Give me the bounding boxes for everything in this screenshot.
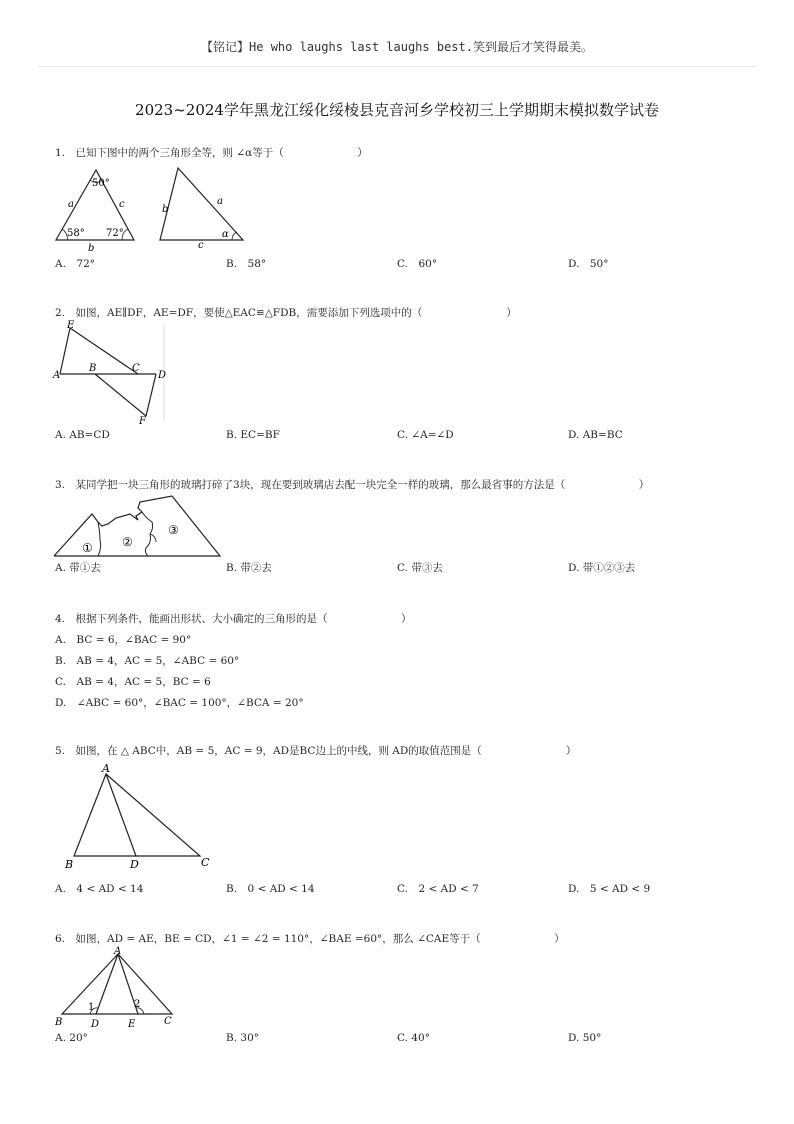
q2-label-d: D bbox=[158, 370, 167, 381]
q6-option-d[interactable]: D. 50° bbox=[568, 1032, 602, 1044]
q1-option-c[interactable]: C. 60° bbox=[397, 258, 438, 270]
question-6-stem: 6. 如图，AD = AE，BE = CD，∠1 = ∠2 = 110°，∠BAE =60°，那么 ∠CAE等于（ ） bbox=[55, 933, 565, 945]
glass-piece-2: ② bbox=[122, 535, 133, 549]
q2-option-a[interactable]: A. AB=CD bbox=[55, 429, 110, 441]
q2-label-f: F bbox=[139, 416, 146, 427]
q2-label-a: A bbox=[53, 370, 61, 381]
q3-option-b[interactable]: B. 带②去 bbox=[226, 562, 272, 574]
q2-label-e: E bbox=[67, 320, 75, 331]
q3-option-a[interactable]: A. 带①去 bbox=[55, 562, 101, 574]
question-5-stem: 5. 如图，在 △ ABC中，AB = 5，AC = 9，AD是BC边上的中线，则 AD的取值范围是（ ） bbox=[55, 745, 577, 757]
q5-option-d[interactable]: D. 5 < AD < 9 bbox=[568, 883, 651, 895]
q6-angle-2: 2 bbox=[134, 999, 141, 1010]
q5-label-d: D bbox=[130, 858, 139, 871]
q5-option-c[interactable]: C. 2 < AD < 7 bbox=[397, 883, 479, 895]
question-1-figure bbox=[50, 162, 250, 254]
fig1-side-c: c bbox=[119, 199, 125, 210]
q1-option-b[interactable]: B. 58° bbox=[226, 258, 267, 270]
q2-option-b[interactable]: B. EC=BF bbox=[226, 429, 280, 441]
header-divider bbox=[38, 66, 756, 67]
question-1-stem: 1. 已知下图中的两个三角形全等，则 ∠α等于（ ） bbox=[55, 147, 368, 159]
q2-label-b: B bbox=[89, 363, 97, 374]
fig1-top-angle: 50° bbox=[92, 178, 110, 189]
q5-option-b[interactable]: B. 0 < AD < 14 bbox=[226, 883, 315, 895]
fig1-right-angle: 72° bbox=[106, 228, 124, 239]
question-4-stem: 4. 根据下列条件，能画出形状、大小确定的三角形的是（ ） bbox=[55, 613, 412, 625]
q1-option-d[interactable]: D. 50° bbox=[568, 258, 609, 270]
question-3-figure bbox=[50, 492, 230, 562]
q6-label-a: A bbox=[114, 946, 122, 957]
question-2-stem: 2. 如图，AE∥DF，AE=DF，要使△EAC≌△FDB，需要添加下列选项中的（ ） bbox=[55, 307, 517, 319]
q5-label-a: A bbox=[102, 762, 110, 775]
motto-line: 【铭记】He who laughs last laughs best.笑到最后才笑得最美。 bbox=[201, 40, 593, 54]
q5-label-c: C bbox=[201, 856, 210, 869]
q3-option-d[interactable]: D. 带①②③去 bbox=[568, 562, 636, 574]
q2-option-c[interactable]: C. ∠A=∠D bbox=[397, 429, 454, 441]
q6-option-a[interactable]: A. 20° bbox=[55, 1032, 88, 1044]
q2-option-d[interactable]: D. AB=BC bbox=[568, 429, 623, 441]
question-3-stem: 3. 某同学把一块三角形的玻璃打碎了3块，现在要到玻璃店去配一块完全一样的玻璃，那么最省事的方法是（ ） bbox=[55, 479, 650, 491]
q2-label-c: C bbox=[132, 363, 140, 374]
glass-piece-1: ① bbox=[82, 541, 93, 555]
q4-option-d[interactable]: D. ∠ABC = 60°，∠BAC = 100°，∠BCA = 20° bbox=[55, 697, 304, 709]
fig2-side-b: b bbox=[162, 204, 169, 215]
q6-label-e: E bbox=[128, 1019, 136, 1030]
fig2-side-a: a bbox=[217, 196, 223, 207]
fig2-side-c: c bbox=[198, 240, 204, 251]
q5-option-a[interactable]: A. 4 < AD < 14 bbox=[55, 883, 144, 895]
fig2-alpha: α bbox=[222, 229, 229, 240]
q4-option-b[interactable]: B. AB = 4，AC = 5，∠ABC = 60° bbox=[55, 655, 240, 667]
q6-angle-1: 1 bbox=[88, 1002, 95, 1013]
fig1-side-b: b bbox=[88, 243, 95, 254]
q4-option-a[interactable]: A. BC = 6，∠BAC = 90° bbox=[55, 634, 192, 646]
glass-piece-3: ③ bbox=[168, 523, 179, 537]
question-2-figure bbox=[50, 318, 180, 428]
q6-label-c: C bbox=[164, 1016, 172, 1027]
q6-option-b[interactable]: B. 30° bbox=[226, 1032, 260, 1044]
q4-option-c[interactable]: C. AB = 4，AC = 5，BC = 6 bbox=[55, 676, 211, 688]
q6-label-d: D bbox=[91, 1019, 100, 1030]
q1-option-a[interactable]: A. 72° bbox=[55, 258, 96, 270]
fig1-side-a: a bbox=[68, 199, 74, 210]
q3-option-c[interactable]: C. 带③去 bbox=[397, 562, 443, 574]
question-6-figure bbox=[50, 944, 190, 1032]
fig1-left-angle: 58° bbox=[67, 228, 85, 239]
page-title: 2023~2024学年黑龙江绥化绥棱县克音河乡学校初三上学期期末模拟数学试卷 bbox=[135, 101, 659, 119]
q6-label-b: B bbox=[55, 1017, 63, 1028]
q5-label-b: B bbox=[65, 858, 74, 871]
question-5-figure bbox=[58, 760, 218, 872]
q6-option-c[interactable]: C. 40° bbox=[397, 1032, 430, 1044]
